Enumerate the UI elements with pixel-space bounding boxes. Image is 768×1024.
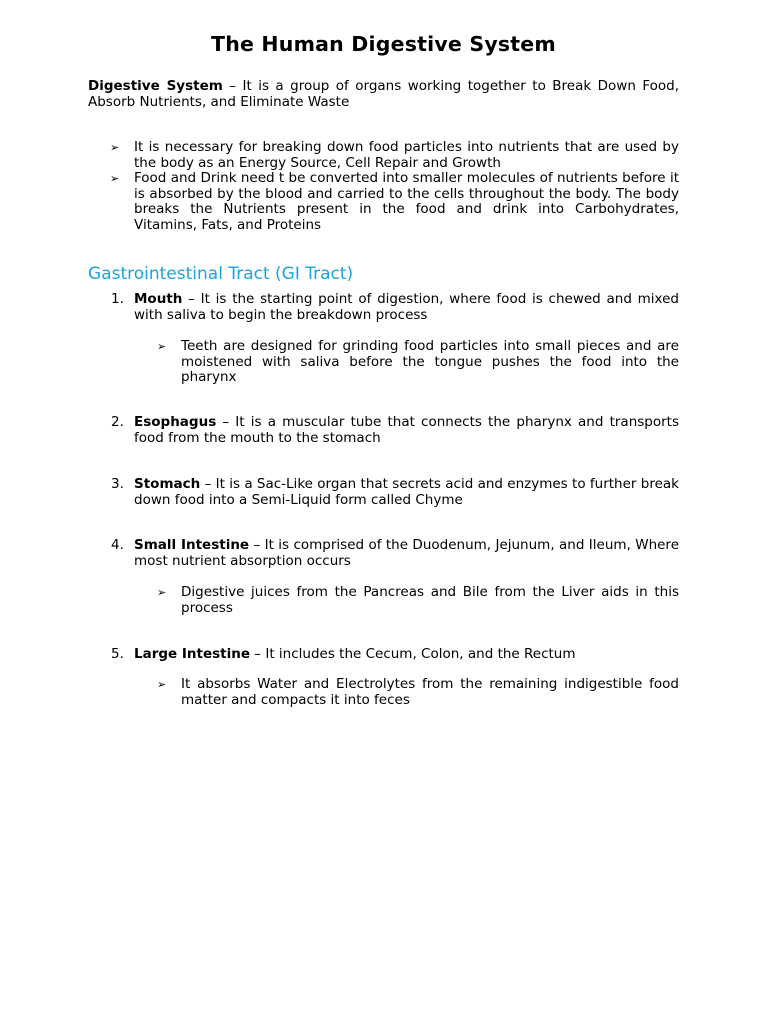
- arrow-bullet-icon: ➢: [157, 586, 167, 599]
- organ-description: – It is the starting point of digestion, where food is chewed and mixed with saliva to begin the breakdown process: [134, 291, 679, 323]
- arrow-bullet-icon: ➢: [110, 141, 120, 154]
- organ-sub-bullet-mouth: [88, 339, 679, 386]
- organ-item-small-intestine: [88, 538, 679, 569]
- sub-bullet-text: Digestive juices from the Pancreas and Bile from the Liver aids in this process: [181, 584, 679, 616]
- item-number: 3.: [111, 476, 124, 492]
- intro-term: Digestive System: [88, 78, 223, 94]
- section-heading: Gastrointestinal Tract (GI Tract): [88, 264, 354, 284]
- bullet-text: It is necessary for breaking down food particles into nutrients that are used by the body as an Energy Source, Cell Repair and Growth: [134, 139, 679, 171]
- organ-description: – It is comprised of the Duodenum, Jejunum, and Ileum, Where most nutrient absorption occurs: [134, 537, 679, 569]
- organ-sub-bullet-large-intestine: [88, 677, 679, 708]
- organ-item-mouth: [88, 292, 679, 323]
- intro-definition: – It is a group of organs working together to Break Down Food, Absorb Nutrients, and Eliminate Waste: [88, 78, 679, 110]
- item-number: 2.: [111, 414, 124, 430]
- arrow-bullet-icon: ➢: [110, 172, 120, 186]
- organ-description: – It is a muscular tube that connects the pharynx and transports food from the mouth to the stomach: [134, 414, 679, 446]
- organ-name: Mouth: [134, 291, 183, 307]
- list-item: [88, 171, 679, 233]
- item-number: 4.: [111, 537, 124, 553]
- organ-name: Large Intestine: [134, 646, 251, 662]
- item-number: 1.: [111, 291, 124, 307]
- sub-bullet-text: Teeth are designed for grinding food particles into small pieces and are moistened with saliva before the tongue pushes the food into the pharynx: [181, 338, 679, 386]
- intro-bullet-list: [88, 140, 679, 234]
- arrow-bullet-icon: ➢: [157, 340, 167, 353]
- intro-paragraph: [88, 79, 679, 110]
- organ-description: – It is a Sac-Like organ that secrets acid and enzymes to further break down food into a Semi-Liquid form called Chyme: [134, 476, 679, 508]
- list-item: [88, 140, 679, 171]
- page-title: The Human Digestive System: [211, 32, 556, 56]
- bullet-text: Food and Drink need t be converted into smaller molecules of nutrients before it is absorbed by the blood and carried to the cells throughout the body. The body breaks the Nutrients present in the food and drink into Carbohydrates, Vitamins, Fats, and Proteins: [134, 170, 679, 233]
- organ-sub-bullet-small-intestine: [88, 585, 679, 616]
- organ-name: Stomach: [134, 476, 201, 492]
- organ-item-stomach: [88, 477, 679, 508]
- arrow-bullet-icon: ➢: [157, 678, 167, 691]
- sub-bullet-text: It absorbs Water and Electrolytes from the remaining indigestible food matter and compacts it into feces: [181, 676, 679, 708]
- organ-item-esophagus: [88, 415, 679, 446]
- organ-name: Small Intestine: [134, 537, 250, 553]
- organ-description: – It includes the Cecum, Colon, and the Rectum: [250, 646, 576, 662]
- organ-name: Esophagus: [134, 414, 217, 430]
- item-number: 5.: [111, 646, 124, 662]
- organ-item-large-intestine: [88, 647, 679, 663]
